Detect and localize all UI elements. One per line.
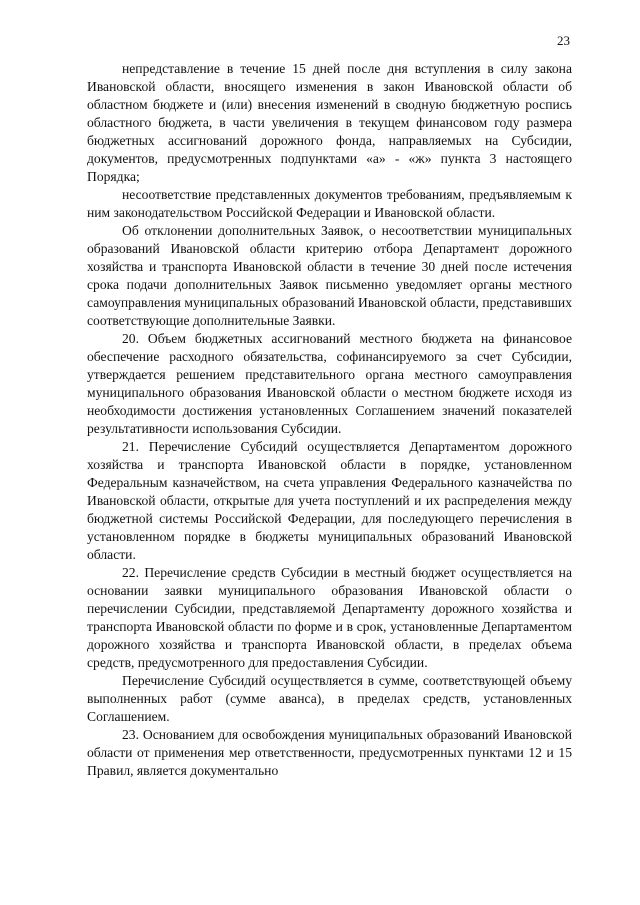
paragraph-nonconformity-clause: несоответствие представленных документов требованиям, предъявляемым к ним законодательством Российской Федерации и Ивановской области. <box>87 187 572 220</box>
paragraph-nonsubmission-clause: непредставление в течение 15 дней после дня вступления в силу закона Ивановской области, вносящего изменения в закон Ивановской области об областном бюджете и (или) внесения изменений в сводную бюджетную роспись областного бюджета, в части увеличения в текущем финансовом году размера бюджетных ассигнований дорожного фонда, направляемых на Субсидии, документов, предусмотренных подпунктами «а» - «ж» пункта 3 настоящего Порядка; <box>87 61 572 184</box>
paragraph-item-22: 22. Перечисление средств Субсидии в местный бюджет осуществляется на основании заявки муниципального образования Ивановской области о перечислении Субсидии, представляемой Департаменту дорожного хозяйства и транспорта Ивановской области по форме и в срок, установленные Департаментом дорожного хозяйства и транспорта Ивановской области, в пределах объема средств, предусмотренного для предоставления Субсидии. <box>87 565 572 670</box>
paragraph-rejection-notice: Об отклонении дополнительных Заявок, о несоответствии муниципальных образований Ивановской области критерию отбора Департамент дорожного хозяйства и транспорта Ивановской области в течение 30 дней после истечения срока подачи дополнительных Заявок письменно уведомляет органы местного самоуправления муниципальных образований Ивановской области, представивших соответствующие дополнительные Заявки. <box>87 223 572 328</box>
paragraph-item-21: 21. Перечисление Субсидий осуществляется Департаментом дорожного хозяйства и транспорта Ивановской области в порядке, установленном Федеральным казначейством, на счета управления Федерального казначейства по Ивановской области, открытые для учета поступлений и их распределения между бюджетной системы Российской Федерации, для последующего перечисления в установленном порядке в бюджеты муниципальных образований Ивановской области. <box>87 439 572 562</box>
paragraph-item-23: 23. Основанием для освобождения муниципальных образований Ивановской области от применения мер ответственности, предусмотренных пунктами 12 и 15 Правил, является документально <box>87 727 572 778</box>
paragraph-transfer-amount: Перечисление Субсидий осуществляется в сумме, соответствующей объему выполненных работ (сумме аванса), в пределах средств, установленных Соглашением. <box>87 673 572 724</box>
paragraph-item-20: 20. Объем бюджетных ассигнований местного бюджета на финансовое обеспечение расходного обязательства, софинансируемого за счет Субсидии, утверждается решением представительного органа местного самоуправления муниципального образования Ивановской области о местном бюджете исходя из необходимости достижения установленных Соглашением значений показателей результативности использования Субсидии. <box>87 331 572 436</box>
document-body <box>87 60 572 780</box>
page-number: 23 <box>557 33 570 48</box>
